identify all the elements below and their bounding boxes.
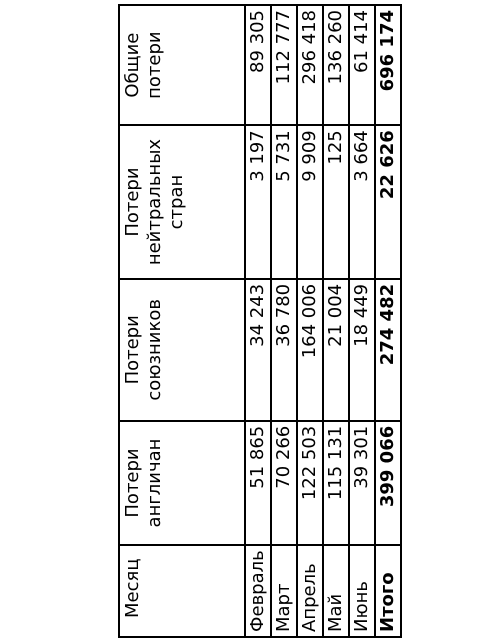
row-total: 89 305 (245, 5, 271, 125)
header-neutral-losses: Потери нейтральных стран (119, 125, 245, 279)
row-allied: 18 449 (349, 279, 375, 421)
row-total: 61 414 (349, 5, 375, 125)
row-neutral: 3 664 (349, 125, 375, 279)
table-row (271, 5, 297, 637)
row-british: 115 131 (323, 421, 349, 546)
losses-table (118, 4, 402, 638)
row-british: 51 865 (245, 421, 271, 546)
header-total-losses: Общие потери (119, 5, 245, 125)
total-neutral: 22 626 (375, 125, 401, 279)
row-allied: 164 006 (297, 279, 323, 421)
row-month: Май (323, 545, 349, 637)
header-row (119, 5, 245, 637)
table-row (323, 5, 349, 637)
row-month: Апрель (297, 545, 323, 637)
table-row (297, 5, 323, 637)
total-label: Итого (375, 545, 401, 637)
row-neutral: 3 197 (245, 125, 271, 279)
total-allied: 274 482 (375, 279, 401, 421)
row-total: 136 260 (323, 5, 349, 125)
header-month: Месяц (119, 545, 245, 637)
table-row (245, 5, 271, 637)
row-month: Март (271, 545, 297, 637)
rotated-table-container (118, 4, 398, 638)
row-british: 122 503 (297, 421, 323, 546)
row-total: 112 777 (271, 5, 297, 125)
row-allied: 34 243 (245, 279, 271, 421)
row-month: Февраль (245, 545, 271, 637)
header-allied-losses: Потери союзников (119, 279, 245, 421)
row-total: 296 418 (297, 5, 323, 125)
table-row (349, 5, 375, 637)
row-neutral: 125 (323, 125, 349, 279)
row-allied: 36 780 (271, 279, 297, 421)
row-british: 39 301 (349, 421, 375, 546)
header-british-losses: Потери англичан (119, 421, 245, 546)
row-month: Июнь (349, 545, 375, 637)
row-allied: 21 004 (323, 279, 349, 421)
total-british: 399 066 (375, 421, 401, 546)
row-british: 70 266 (271, 421, 297, 546)
row-neutral: 9 909 (297, 125, 323, 279)
row-neutral: 5 731 (271, 125, 297, 279)
total-row (375, 5, 401, 637)
total-overall: 696 174 (375, 5, 401, 125)
